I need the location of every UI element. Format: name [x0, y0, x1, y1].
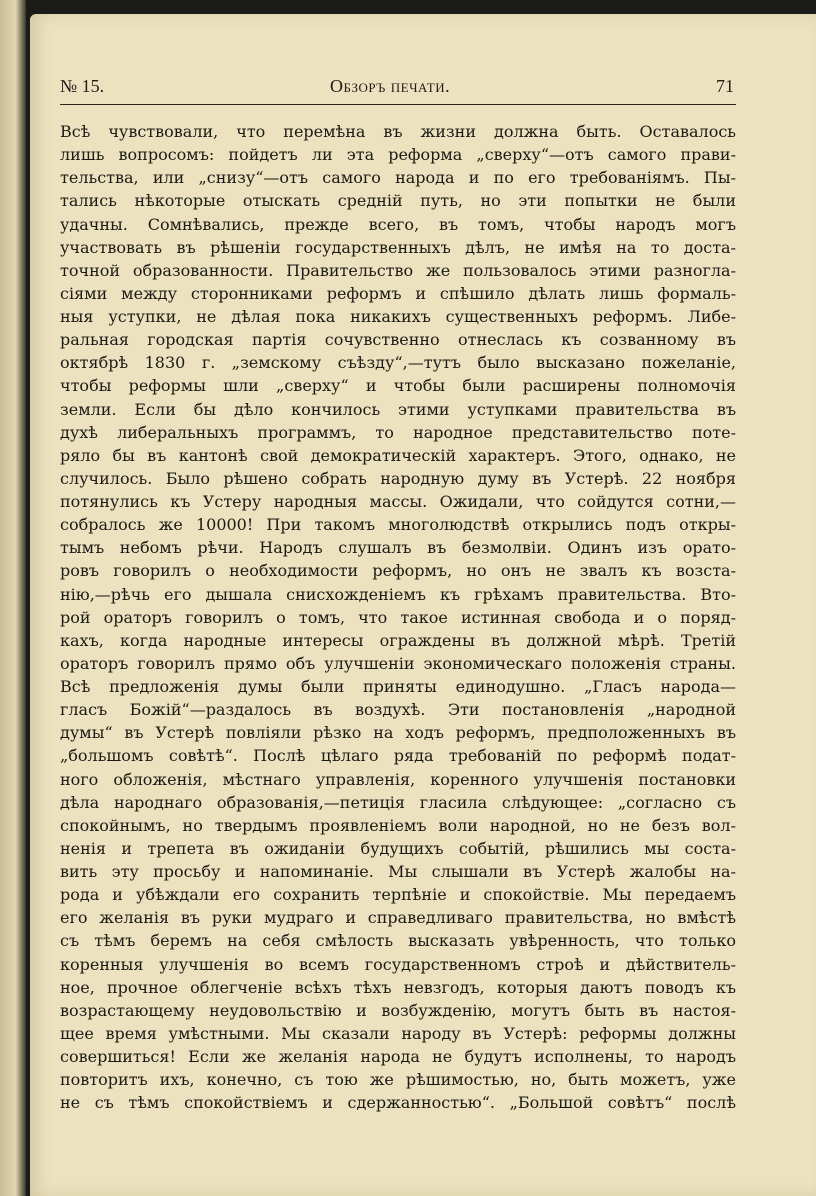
text-line: ровъ говорилъ о необходимости реформъ, но онъ не звалъ къ возста-	[60, 561, 736, 581]
body-text	[60, 120, 736, 1114]
text-line: „большомъ совѣтѣ“. Послѣ цѣлаго ряда требованій по реформѣ подат-	[60, 746, 736, 766]
text-line: тались нѣкоторые отыскать средній путь, но эти попытки не были	[60, 191, 736, 211]
text-line: повторитъ ихъ, конечно, съ тою же рѣшимостью, но, быть можетъ, уже	[60, 1070, 736, 1090]
text-line: ное, прочное облегченіе всѣхъ тѣхъ невзгодъ, которыя даютъ поводъ къ	[60, 977, 736, 997]
text-line: точной образованности. Правительство же пользовалось этими разногла-	[60, 260, 736, 280]
text-line: Всѣ предложенія думы были приняты единодушно. „Гласъ народа—	[60, 677, 736, 696]
text-line: случилось. Было рѣшено собрать народную думу въ Устерѣ. 22 ноября	[60, 468, 736, 488]
text-line: октябрѣ 1830 г. „земскому съѣзду“,—тутъ было высказано пожеланіе,	[60, 353, 736, 373]
running-header	[60, 76, 736, 104]
text-line: вить эту просьбу и напоминаніе. Мы слышали въ Устерѣ жалобы на-	[60, 862, 736, 881]
text-line: тымъ небомъ рѣчи. Народъ слушалъ въ безмолвіи. Одинъ изъ орато-	[60, 538, 736, 558]
text-line: коренныя улучшенія во всемъ государственномъ строѣ и дѣйствитель-	[60, 954, 736, 974]
text-line: ныя уступки, не дѣлая пока никакихъ существенныхъ реформъ. Либе-	[60, 307, 736, 326]
text-line: спокойнымъ, но твердымъ проявленіемъ воли народной, но не безъ вол-	[60, 815, 736, 835]
text-line: ральная городская партія сочувственно отнеслась къ созванному въ	[60, 330, 736, 350]
text-line: рой ораторъ говорилъ о томъ, что такое истинная свобода и о поряд-	[60, 607, 736, 627]
text-line: совершиться! Если же желанія народа не будутъ исполнены, то народъ	[60, 1047, 736, 1066]
text-line: участвовать въ рѣшеніи государственныхъ дѣлъ, не имѣя на то доста-	[60, 237, 736, 257]
text-line: ораторъ говорилъ прямо объ улучшеніи экономическаго положенія страны.	[60, 653, 736, 673]
text-line: лишь вопросомъ: пойдетъ ли эта реформа „сверху“—отъ самого прави-	[60, 145, 736, 165]
text-line: сіями между сторонниками реформъ и спѣшило дѣлать лишь формаль-	[60, 283, 736, 303]
text-line: Всѣ чувствовали, что перемѣна въ жизни должна быть. Оставалось	[60, 122, 736, 141]
text-line: чтобы реформы шли „сверху“ и чтобы были расширены полномочія	[60, 376, 736, 396]
text-line: ряло бы въ кантонѣ свой демократическій характеръ. Этого, однако, не	[60, 445, 736, 465]
text-line: гласъ Божій“—раздалось въ воздухѣ. Эти постановленія „народной	[60, 700, 736, 720]
page-number: 71	[716, 76, 734, 96]
text-line: собралось же 10000! При такомъ многолюдствѣ открылись подъ откры-	[60, 515, 736, 535]
text-line: не съ тѣмъ спокойствіемъ и сдержанностью“. „Большой совѣтъ“ послѣ	[60, 1093, 736, 1113]
book-spine-edge	[0, 0, 26, 1196]
text-line: кахъ, когда народные интересы ограждены въ должной мѣрѣ. Третій	[60, 630, 736, 650]
text-line: земли. Если бы дѣло кончилось этими уступками правительства въ	[60, 399, 736, 419]
text-line: съ тѣмъ беремъ на себя смѣлость высказать увѣренность, что только	[60, 931, 736, 951]
text-line: думы“ въ Устерѣ повліяли рѣзко на ходъ реформъ, предположенныхъ въ	[60, 723, 736, 743]
running-title: Обзоръ печати.	[330, 76, 451, 96]
issue-number: № 15.	[60, 76, 105, 96]
text-line: духѣ либеральныхъ программъ, то народное представительство поте-	[60, 422, 736, 442]
text-line: возрастающему неудовольствію и возбужденію, могутъ быть въ настоя-	[60, 1000, 736, 1020]
text-line: потянулись къ Устеру народныя массы. Ожидали, что сойдутся сотни,—	[60, 492, 736, 511]
text-line: рода и убѣждали его сохранить терпѣніе и спокойствіе. Мы передаемъ	[60, 885, 736, 905]
text-line: щее время умѣстными. Мы сказали народу въ Устерѣ: реформы должны	[60, 1023, 736, 1043]
text-line: ного обложенія, мѣстнаго управленія, коренного улучшенія постановки	[60, 769, 736, 789]
text-line: тельства, или „снизу“—отъ самого народа и по его требованіямъ. Пы-	[60, 168, 736, 188]
header-rule	[60, 104, 736, 105]
text-line: дѣла народнаго образованія,—петиція гласила слѣдующее: „согласно съ	[60, 792, 736, 812]
text-line: ненія и трепета въ ожиданіи будущихъ событій, рѣшились мы соста-	[60, 838, 736, 858]
text-line: удачны. Сомнѣвались, прежде всего, въ томъ, чтобы народъ могъ	[60, 214, 736, 234]
text-line: нію,—рѣчь его дышала снисхожденіемъ къ грѣхамъ правительства. Вто-	[60, 584, 736, 604]
text-line: его желанія въ руки мудраго и справедливаго правительства, но вмѣстѣ	[60, 908, 736, 928]
